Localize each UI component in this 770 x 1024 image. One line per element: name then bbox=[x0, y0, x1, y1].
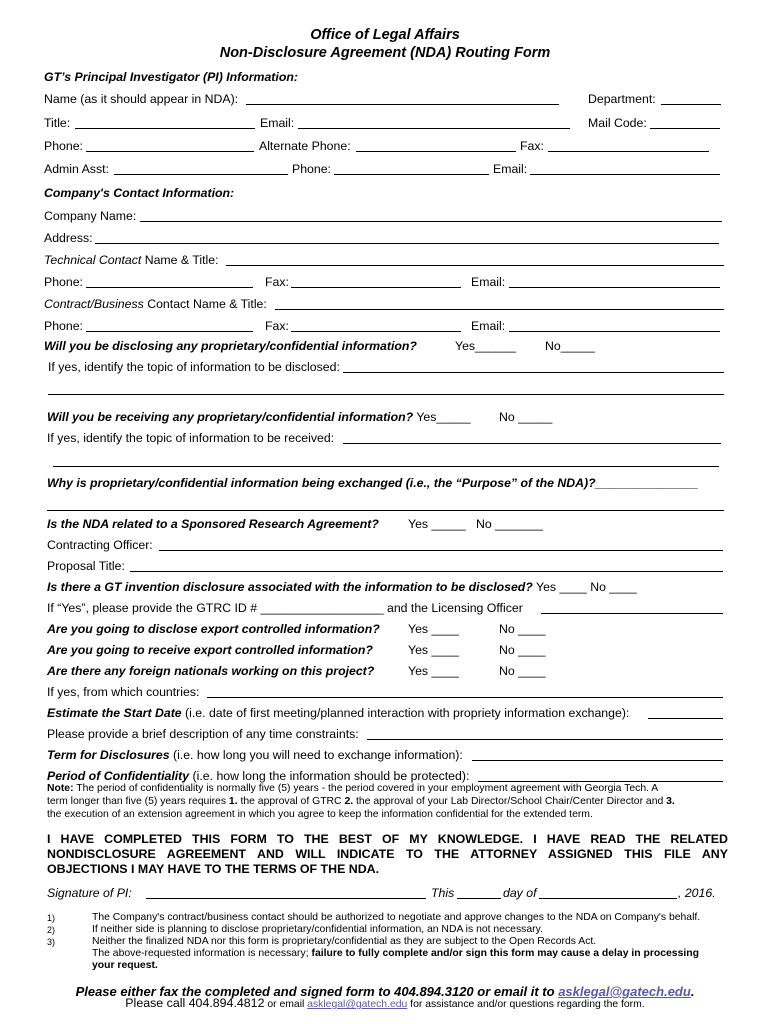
receiving-question-row: Will you be receiving any proprietary/confidential information? Yes_____ bbox=[47, 410, 471, 424]
sponsored-yes[interactable]: Yes _____ bbox=[408, 517, 466, 531]
admin-email-field[interactable] bbox=[530, 174, 720, 175]
company-section-heading: Company's Contact Information: bbox=[44, 186, 235, 200]
note-item-4-cont: your request. bbox=[92, 960, 158, 971]
business-fax-label: Fax: bbox=[265, 319, 289, 333]
pi-department-field[interactable] bbox=[661, 104, 721, 105]
disclosing-topic-label: If yes, identify the topic of information to be disclosed: bbox=[48, 360, 340, 374]
signature-year: , 2016. bbox=[678, 886, 716, 900]
export-receive-yes[interactable]: Yes ____ bbox=[408, 643, 459, 657]
period-confidentiality-field[interactable] bbox=[478, 781, 723, 782]
note-number-2: 2) bbox=[47, 925, 56, 935]
disclosing-question: Will you be disclosing any proprietary/confidential information? bbox=[44, 339, 417, 353]
pi-alt-phone-label: Alternate Phone: bbox=[259, 139, 351, 153]
signature-dayof-label: day of bbox=[503, 886, 537, 900]
pi-email-label: Email: bbox=[260, 116, 295, 130]
pi-email-field[interactable] bbox=[298, 128, 570, 129]
business-phone-label: Phone: bbox=[44, 319, 83, 333]
foreign-nationals-question: Are there any foreign nationals working on this project? bbox=[47, 664, 375, 678]
start-date-field[interactable] bbox=[648, 718, 723, 719]
pi-name-field[interactable] bbox=[246, 104, 559, 105]
tech-phone-label: Phone: bbox=[44, 275, 83, 289]
countries-field[interactable] bbox=[207, 697, 723, 698]
gtrc-id-label: If “Yes”, please provide the GTRC ID # __________________ and the Licensing Officer bbox=[47, 601, 523, 615]
tech-fax-label: Fax: bbox=[265, 275, 289, 289]
pi-alt-phone-field[interactable] bbox=[356, 151, 516, 152]
receiving-topic-field[interactable] bbox=[343, 443, 721, 444]
export-disclose-no[interactable]: No ____ bbox=[499, 622, 546, 636]
proposal-title-label: Proposal Title: bbox=[47, 559, 125, 573]
footer-email-link[interactable]: asklegal@gatech.edu bbox=[558, 984, 691, 999]
business-contact-field[interactable] bbox=[275, 309, 724, 310]
time-constraints-label: Please provide a brief description of any time constraints: bbox=[47, 727, 359, 741]
note-line-1: Note: The period of confidentiality is normally five (5) years - the period covered in your employment agreement with Georgia Tech. A bbox=[47, 783, 659, 794]
business-phone-field[interactable] bbox=[86, 331, 253, 332]
admin-email-label: Email: bbox=[493, 162, 528, 176]
business-fax-field[interactable] bbox=[291, 331, 461, 332]
note-item-1: The Company's contract/business contact should be authorized to negotiate and approve changes to the NDA on Company's behalf. bbox=[92, 912, 701, 923]
note-item-3: Neither the finalized NDA nor this form is proprietary/confidential as they are subject to the Open Records Act. bbox=[92, 936, 597, 947]
contracting-officer-label: Contracting Officer: bbox=[47, 538, 153, 552]
note-item-4: The above-requested information is necessary; failure to fully complete and/or sign this form may cause a delay in processing bbox=[92, 948, 699, 959]
admin-phone-label: Phone: bbox=[292, 162, 331, 176]
contracting-officer-field[interactable] bbox=[159, 550, 723, 551]
sponsored-no[interactable]: No _______ bbox=[476, 517, 544, 531]
footer-email-link-2[interactable]: asklegal@gatech.edu bbox=[307, 999, 408, 1010]
export-disclose-question: Are you going to disclose export controlled information? bbox=[47, 622, 380, 636]
pi-mailcode-label: Mail Code: bbox=[588, 116, 647, 130]
note-number-3: 3) bbox=[47, 937, 56, 947]
form-subtitle: Non-Disclosure Agreement (NDA) Routing Form bbox=[219, 45, 551, 61]
business-email-label: Email: bbox=[471, 319, 506, 333]
disclosing-no[interactable]: No_____ bbox=[545, 339, 595, 353]
business-contact-label: Contract/Business Contact Name & Title: bbox=[44, 297, 267, 311]
tech-email-field[interactable] bbox=[509, 287, 720, 288]
pi-phone-label: Phone: bbox=[44, 139, 83, 153]
company-name-field[interactable] bbox=[140, 221, 722, 222]
receiving-no[interactable]: No _____ bbox=[499, 410, 553, 424]
pi-fax-label: Fax: bbox=[520, 139, 544, 153]
purpose-question: Why is proprietary/confidential information being exchanged (i.e., the “Purpose” of the NDA)?_______________ bbox=[47, 476, 699, 490]
foreign-nationals-yes[interactable]: Yes ____ bbox=[408, 664, 459, 678]
proposal-title-field[interactable] bbox=[130, 571, 723, 572]
company-name-label: Company Name: bbox=[44, 209, 137, 223]
export-receive-no[interactable]: No ____ bbox=[499, 643, 546, 657]
purpose-field[interactable] bbox=[47, 510, 724, 511]
foreign-nationals-no[interactable]: No ____ bbox=[499, 664, 546, 678]
note-number-1: 1) bbox=[47, 913, 56, 923]
pi-section-heading: GT’s Principal Investigator (PI) Information: bbox=[44, 70, 298, 84]
time-constraints-field[interactable] bbox=[367, 739, 723, 740]
admin-phone-field[interactable] bbox=[334, 174, 489, 175]
disclosing-topic-field-2[interactable] bbox=[48, 394, 724, 395]
business-email-field[interactable] bbox=[509, 331, 720, 332]
pi-phone-field[interactable] bbox=[86, 151, 254, 152]
pi-name-label: Name (as it should appear in NDA): bbox=[44, 92, 239, 106]
address-field[interactable] bbox=[95, 243, 719, 244]
signature-day-field[interactable] bbox=[457, 898, 501, 899]
note-line-2: term longer than five (5) years requires 1. the approval of GTRC 2. the approval of your Lab Director/School Chair/Center Director and 3. bbox=[47, 796, 675, 807]
note-item-2: If neither side is planning to disclose proprietary/confidential information, an NDA is not necessary. bbox=[92, 924, 543, 935]
term-disclosures-field[interactable] bbox=[472, 760, 723, 761]
tech-contact-label: Technical Contact Name & Title: bbox=[44, 253, 219, 267]
disclosing-yes[interactable]: Yes______ bbox=[455, 339, 517, 353]
receiving-topic-field-2[interactable] bbox=[53, 466, 719, 467]
disclosing-topic-field[interactable] bbox=[343, 372, 724, 373]
certification-statement: I HAVE COMPLETED THIS FORM TO THE BEST OF MY KNOWLEDGE. I HAVE READ THE RELATED NONDISCLOSURE AGREEMENT AND WILL INDICATE TO THE ATTORNEY ASSIGNED THIS FILE ANY OBJECTIONS I MAY HAVE TO THE TERMS OF THE NDA. bbox=[47, 832, 728, 876]
footer-instructions: Please either fax the completed and signed form to 404.894.3120 or email it to asklegal@gatech.edu. bbox=[75, 984, 695, 999]
start-date-label: Estimate the Start Date (i.e. date of first meeting/planned interaction with propriety information exchange): bbox=[47, 706, 630, 720]
tech-email-label: Email: bbox=[471, 275, 506, 289]
footer-contact: Please call 404.894.4812 or email asklegal@gatech.edu for assistance and/or questions regarding the form. bbox=[125, 996, 645, 1010]
signature-month-field[interactable] bbox=[539, 898, 677, 899]
countries-label: If yes, from which countries: bbox=[47, 685, 200, 699]
admin-asst-field[interactable] bbox=[114, 174, 288, 175]
export-receive-question: Are you going to receive export controlled information? bbox=[47, 643, 373, 657]
signature-this-label: This bbox=[431, 886, 455, 900]
term-disclosures-label: Term for Disclosures (i.e. how long you will need to exchange information): bbox=[47, 748, 463, 762]
receiving-topic-label: If yes, identify the topic of information to be received: bbox=[47, 431, 335, 445]
signature-label: Signature of PI: bbox=[47, 886, 132, 900]
pi-mailcode-field[interactable] bbox=[650, 128, 720, 129]
signature-field[interactable] bbox=[146, 898, 426, 899]
licensing-officer-field[interactable] bbox=[541, 613, 723, 614]
note-line-3: the execution of an extension agreement in which you agree to keep the information confidential for the extended term. bbox=[47, 809, 593, 820]
tech-contact-field[interactable] bbox=[226, 265, 724, 266]
pi-title-label: Title: bbox=[44, 116, 71, 130]
sponsored-question: Is the NDA related to a Sponsored Research Agreement? bbox=[47, 517, 379, 531]
tech-fax-field[interactable] bbox=[291, 287, 461, 288]
pi-department-label: Department: bbox=[588, 92, 656, 106]
pi-fax-field[interactable] bbox=[548, 151, 709, 152]
export-disclose-yes[interactable]: Yes ____ bbox=[408, 622, 459, 636]
pi-title-field[interactable] bbox=[75, 128, 255, 129]
page-title: Office of Legal Affairs bbox=[310, 27, 460, 43]
tech-phone-field[interactable] bbox=[86, 287, 253, 288]
invention-question-row: Is there a GT invention disclosure associated with the information to be disclosed? Yes ____ No ____ bbox=[47, 580, 637, 594]
address-label: Address: bbox=[44, 231, 93, 245]
period-confidentiality-label: Period of Confidentiality (i.e. how long the information should be protected): bbox=[47, 769, 470, 783]
admin-asst-label: Admin Asst: bbox=[44, 162, 109, 176]
